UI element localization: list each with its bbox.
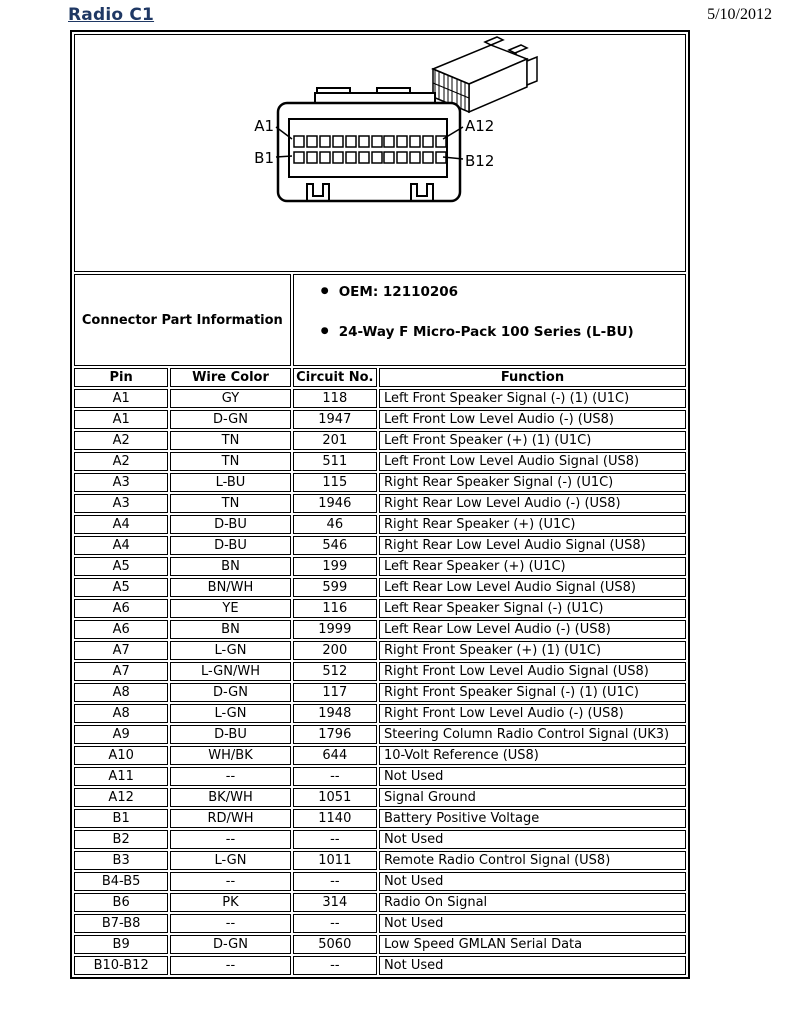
table-cell: 1051 [293,788,377,807]
table-cell: 1999 [293,620,377,639]
table-cell: WH/BK [170,746,290,765]
table-cell: A7 [74,641,168,660]
table-cell: D-GN [170,935,290,954]
table-cell: Battery Positive Voltage [379,809,686,828]
table-row [74,599,686,618]
table-cell: Right Rear Low Level Audio Signal (US8) [379,536,686,555]
table-cell: TN [170,431,290,450]
connector-part-info-details [293,274,686,366]
table-cell: Left Rear Low Level Audio Signal (US8) [379,578,686,597]
table-cell: RD/WH [170,809,290,828]
table-cell: Signal Ground [379,788,686,807]
table-cell: -- [293,767,377,786]
table-cell: D-BU [170,536,290,555]
page-date: 5/10/2012 [707,6,772,23]
table-cell: A5 [74,578,168,597]
table-cell: A9 [74,725,168,744]
table-cell: A3 [74,473,168,492]
table-cell: L-GN [170,641,290,660]
part-info-bullets [295,276,684,340]
table-cell: 1140 [293,809,377,828]
table-cell: -- [293,914,377,933]
table-cell: Low Speed GMLAN Serial Data [379,935,686,954]
connector-isometric-view [433,37,537,112]
table-cell: BN [170,620,290,639]
connector-diagram [75,35,685,267]
table-cell: -- [170,914,290,933]
table-cell: Not Used [379,830,686,849]
table-cell: 511 [293,452,377,471]
table-row [74,431,686,450]
table-row [74,914,686,933]
table-cell: Not Used [379,914,686,933]
pin-label-b1: B1 [254,149,274,167]
table-cell: -- [293,872,377,891]
part-info-bullet: ● OEM: 12110206 [321,284,684,300]
table-row [74,788,686,807]
part-info-row [74,274,686,366]
table-row [74,494,686,513]
table-cell: 199 [293,557,377,576]
table-cell: B3 [74,851,168,870]
table-cell: -- [293,830,377,849]
table-cell: BN [170,557,290,576]
table-cell: Left Front Low Level Audio Signal (US8) [379,452,686,471]
table-cell: 599 [293,578,377,597]
table-cell: A3 [74,494,168,513]
table-cell: 200 [293,641,377,660]
connector-part-info-label: Connector Part Information [74,274,291,366]
table-cell: -- [170,956,290,975]
table-cell: Left Front Speaker (+) (1) (U1C) [379,431,686,450]
table-row [74,410,686,429]
table-cell: B2 [74,830,168,849]
table-cell: A1 [74,410,168,429]
table-cell: A6 [74,599,168,618]
table-cell: -- [170,830,290,849]
table-cell: Left Rear Low Level Audio (-) (US8) [379,620,686,639]
table-cell: 546 [293,536,377,555]
table-cell: Right Rear Speaker Signal (-) (U1C) [379,473,686,492]
connector-diagram-cell [74,34,686,272]
table-row [74,620,686,639]
table-cell: Right Rear Speaker (+) (U1C) [379,515,686,534]
table-cell: Right Front Low Level Audio (-) (US8) [379,704,686,723]
table-row [74,767,686,786]
table-cell: Left Rear Speaker Signal (-) (U1C) [379,599,686,618]
table-cell: A4 [74,515,168,534]
table-cell: Right Rear Low Level Audio (-) (US8) [379,494,686,513]
diagram-row [74,34,686,272]
pin-label-a1: A1 [254,117,274,135]
connector-pinout-table [70,30,690,979]
table-cell: Not Used [379,872,686,891]
table-cell: 1947 [293,410,377,429]
table-cell: A2 [74,452,168,471]
table-cell: -- [170,872,290,891]
table-row [74,851,686,870]
table-cell: Steering Column Radio Control Signal (UK3) [379,725,686,744]
table-cell: B7-B8 [74,914,168,933]
table-cell: Left Rear Speaker (+) (U1C) [379,557,686,576]
table-cell: A8 [74,704,168,723]
table-cell: A4 [74,536,168,555]
table-cell: 116 [293,599,377,618]
table-row [74,956,686,975]
table-row [74,872,686,891]
table-cell: GY [170,389,290,408]
table-cell: PK [170,893,290,912]
table-row [74,536,686,555]
table-cell: A5 [74,557,168,576]
table-cell: B10-B12 [74,956,168,975]
table-cell: D-GN [170,683,290,702]
table-cell: A6 [74,620,168,639]
table-cell: YE [170,599,290,618]
table-cell: Left Front Low Level Audio (-) (US8) [379,410,686,429]
table-cell: -- [293,956,377,975]
table-cell: 644 [293,746,377,765]
table-cell: 5060 [293,935,377,954]
table-cell: Not Used [379,767,686,786]
table-cell: A10 [74,746,168,765]
table-row [74,704,686,723]
table-cell: A1 [74,389,168,408]
table-row [74,662,686,681]
table-cell: A7 [74,662,168,681]
table-row [74,746,686,765]
table-row [74,725,686,744]
table-cell: 512 [293,662,377,681]
table-cell: 1946 [293,494,377,513]
page-title: Radio C1 [68,5,155,25]
table-cell: BK/WH [170,788,290,807]
table-cell: Radio On Signal [379,893,686,912]
table-cell: A8 [74,683,168,702]
table-cell: 201 [293,431,377,450]
table-row [74,683,686,702]
table-cell: 1796 [293,725,377,744]
table-cell: L-GN [170,851,290,870]
table-cell: TN [170,452,290,471]
connector-front-view [254,88,494,201]
table-cell: 1948 [293,704,377,723]
table-cell: Not Used [379,956,686,975]
table-row [74,515,686,534]
table-cell: 118 [293,389,377,408]
table-cell: D-GN [170,410,290,429]
table-cell: D-BU [170,725,290,744]
col-header-function: Function [379,368,686,387]
table-row [74,830,686,849]
table-row [74,935,686,954]
table-header-row [74,368,686,387]
table-cell: L-GN [170,704,290,723]
table-cell: D-BU [170,515,290,534]
table-cell: B4-B5 [74,872,168,891]
part-info-bullet: ● 24-Way F Micro-Pack 100 Series (L-BU) [321,324,684,340]
table-cell: -- [170,767,290,786]
table-cell: Remote Radio Control Signal (US8) [379,851,686,870]
page-header [0,0,791,25]
table-cell: A2 [74,431,168,450]
table-row [74,452,686,471]
table-row [74,893,686,912]
col-header-circuit-no: Circuit No. [293,368,377,387]
col-header-wire-color: Wire Color [170,368,290,387]
table-row [74,809,686,828]
table-cell: Right Front Speaker Signal (-) (1) (U1C) [379,683,686,702]
table-cell: A12 [74,788,168,807]
pin-table-body [74,389,686,975]
table-row [74,578,686,597]
pin-label-a12: A12 [465,117,495,135]
table-cell: 115 [293,473,377,492]
table-cell: B6 [74,893,168,912]
table-cell: 117 [293,683,377,702]
table-cell: TN [170,494,290,513]
table-cell: Right Front Low Level Audio Signal (US8) [379,662,686,681]
table-cell: 10-Volt Reference (US8) [379,746,686,765]
table-cell: L-GN/WH [170,662,290,681]
table-row [74,473,686,492]
table-cell: B9 [74,935,168,954]
pin-label-b12: B12 [465,152,495,170]
table-cell: Right Front Speaker (+) (1) (U1C) [379,641,686,660]
table-row [74,641,686,660]
table-cell: L-BU [170,473,290,492]
table-cell: 314 [293,893,377,912]
table-row [74,389,686,408]
table-cell: A11 [74,767,168,786]
table-row [74,557,686,576]
col-header-pin: Pin [74,368,168,387]
table-cell: 1011 [293,851,377,870]
table-cell: BN/WH [170,578,290,597]
table-cell: B1 [74,809,168,828]
table-cell: 46 [293,515,377,534]
table-cell: Left Front Speaker Signal (-) (1) (U1C) [379,389,686,408]
